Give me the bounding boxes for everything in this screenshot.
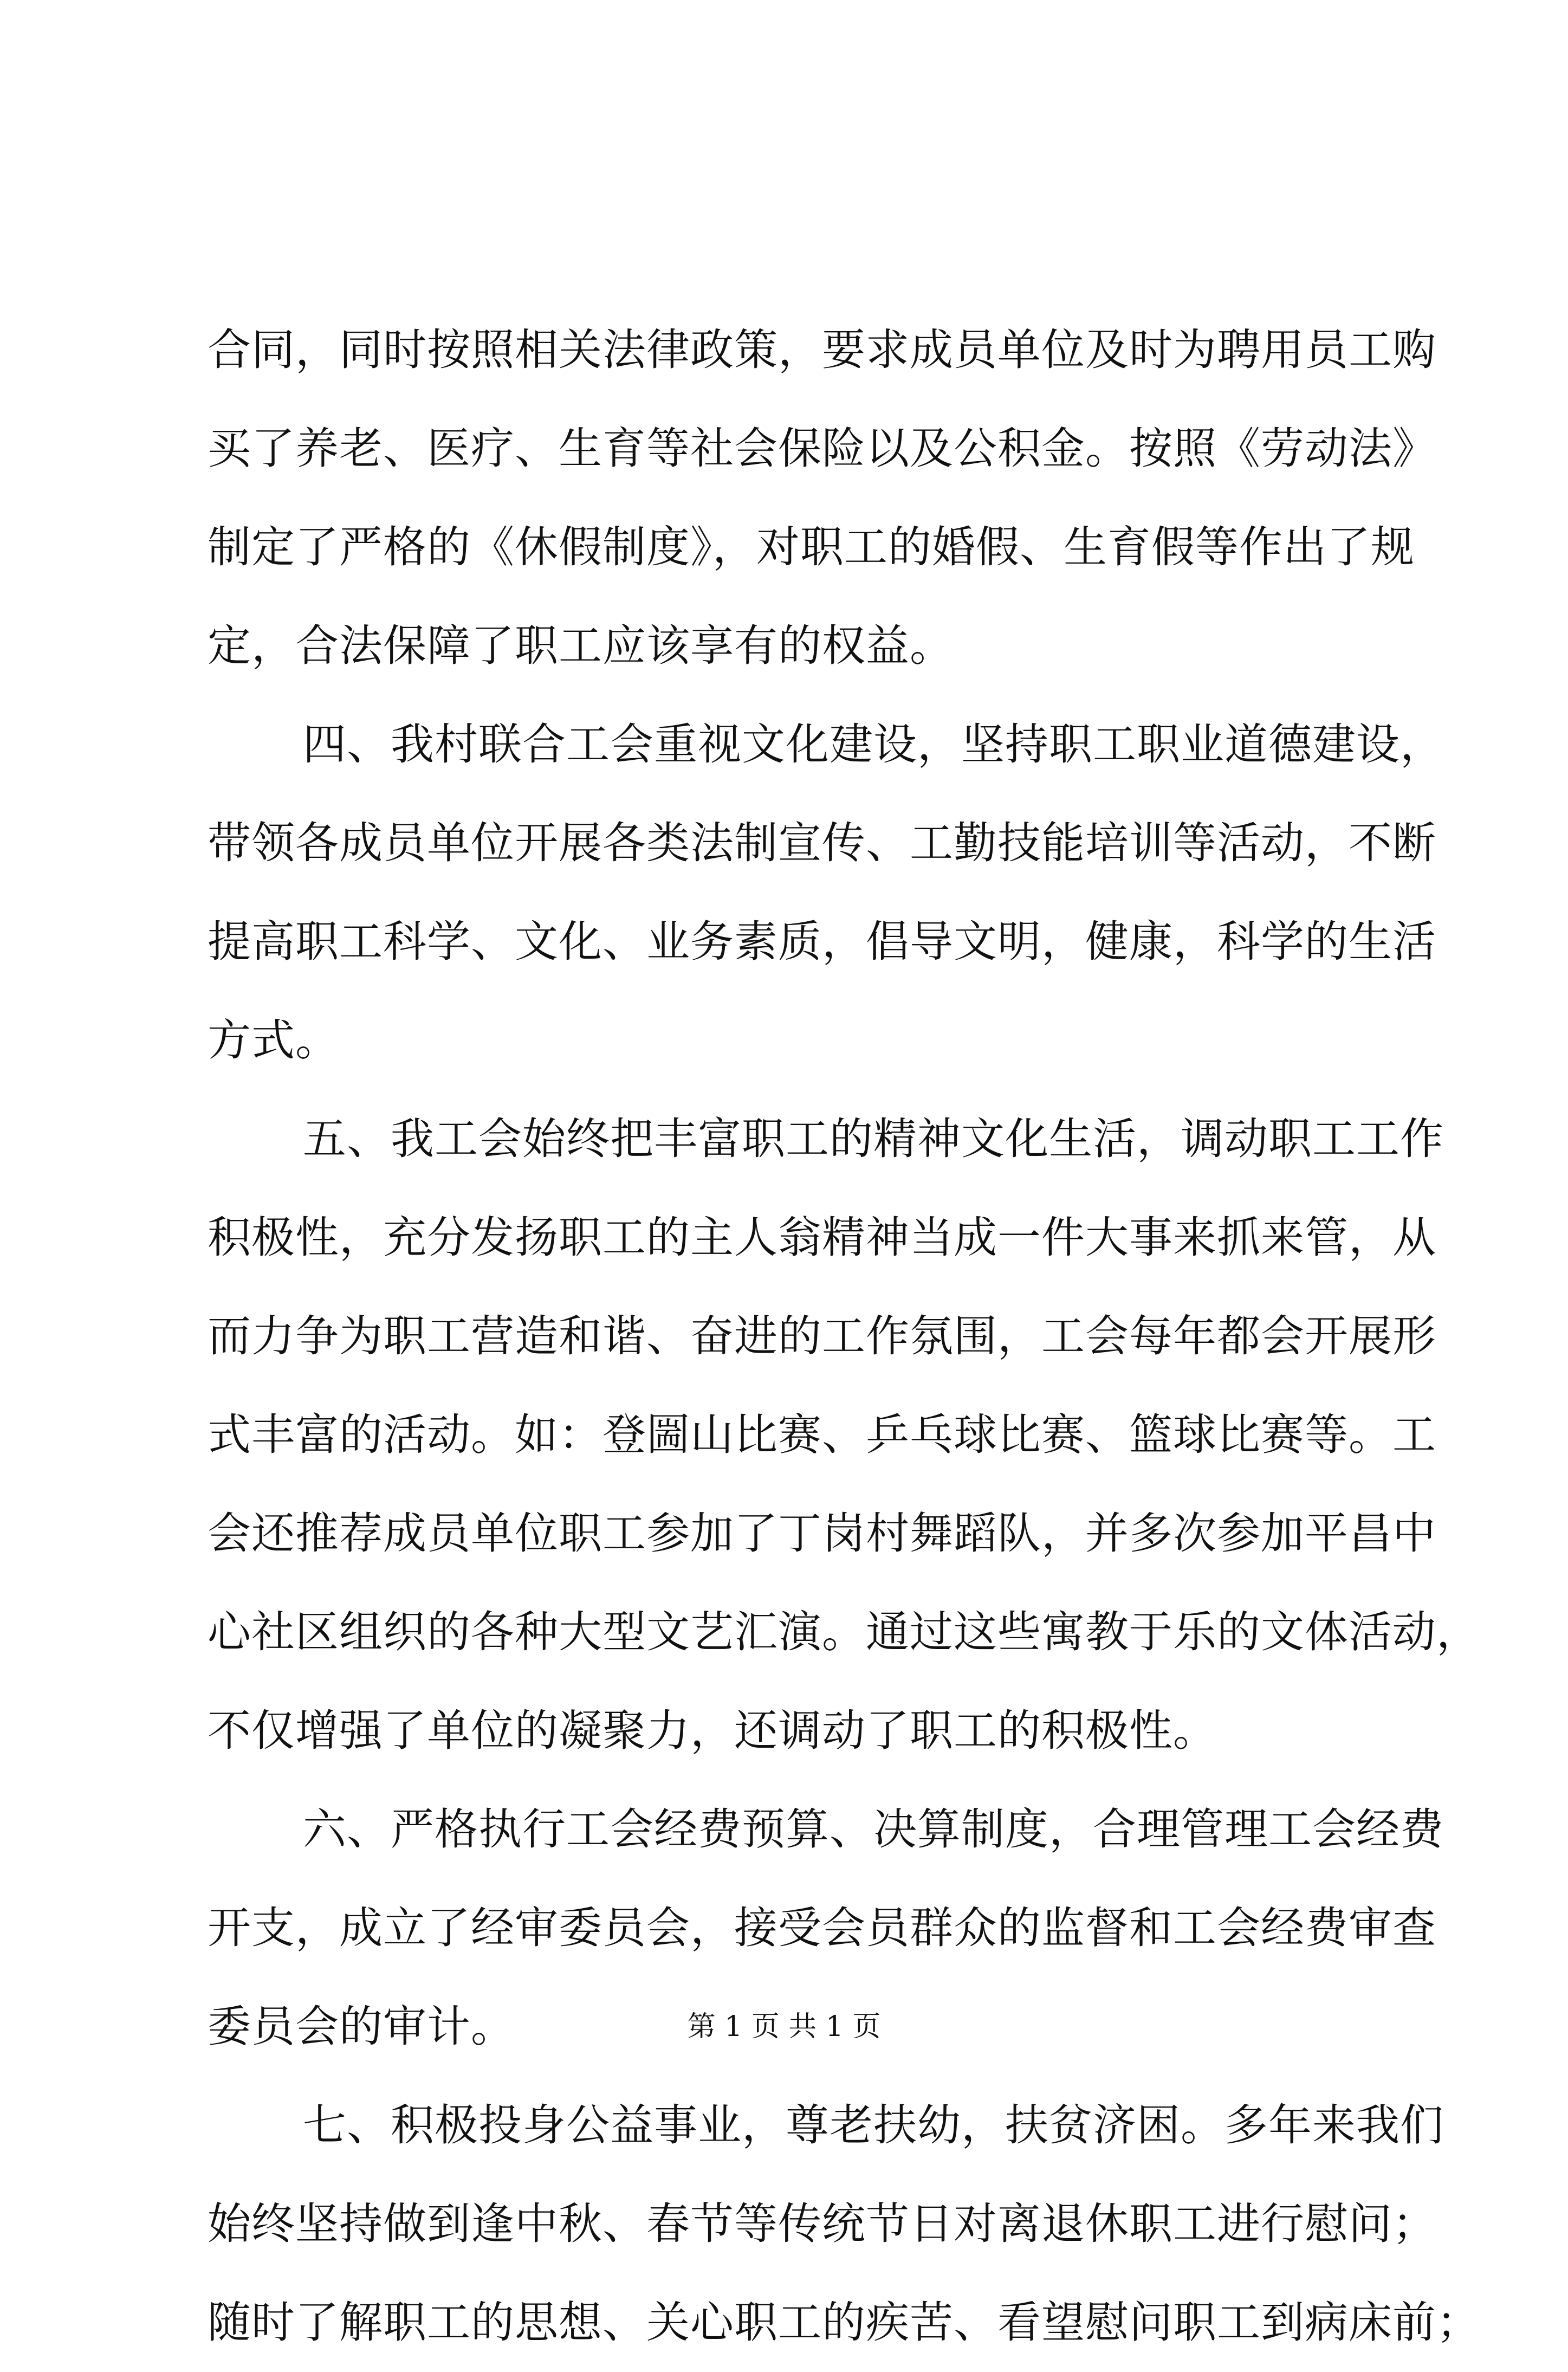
text-line: 买了养老、医疗、生育等社会保险以及公积金。按照《劳动法》 [208,423,1436,474]
text-line: 始终坚持做到逢中秋、春节等传统节日对离退休职工进行慰问； [208,2199,1436,2249]
text-line: 委员会的审计。 [208,2001,515,2052]
text-line: 方式。 [208,1015,339,1065]
text-line: 随时了解职工的思想、关心职工的疾苦、看望慰问职工到病床前； [208,2297,1480,2348]
text-line: 合同，同时按照相关法律政策，要求成员单位及时为聘用员工购 [208,325,1436,375]
text-line: 不仅增强了单位的凝聚力，还调动了职工的积极性。 [208,1705,1217,1756]
text-line: 积极性，充分发扬职工的主人翁精神当成一件大事来抓来管，从 [208,1212,1436,1263]
text-line: 而力争为职工营造和谐、奋进的工作氛围，工会每年都会开展形 [208,1311,1436,1361]
paragraph-start-line: 五、我工会始终把丰富职工的精神文化生活，调动职工工作 [303,1114,1444,1164]
text-line: 带领各成员单位开展各类法制宣传、工勤技能培训等活动，不断 [208,818,1436,868]
text-line: 开支，成立了经审委员会，接受会员群众的监督和工会经费审查 [208,1903,1436,1953]
text-line: 制定了严格的《休假制度》，对职工的婚假、生育假等作出了规 [208,522,1415,572]
body-text [208,301,1480,2372]
text-line: 心社区组织的各种大型文艺汇演。通过这些寓教于乐的文体活动， [208,1607,1480,1657]
text-line: 定，合法保障了职工应该享有的权益。 [208,621,954,671]
paragraph-start-line: 七、积极投身公益事业，尊老扶幼，扶贫济困。多年来我们 [303,2100,1444,2150]
page-footer: 第 1 页 共 1 页 [687,2011,881,2043]
text-line: 式丰富的活动。如：登圌山比赛、乒乓球比赛、篮球比赛等。工 [208,1410,1436,1460]
paragraph-start-line: 六、严格执行工会经费预算、决算制度，合理管理工会经费 [303,1804,1444,1854]
text-line: 会还推荐成员单位职工参加了丁岗村舞蹈队，并多次参加平昌中 [208,1508,1436,1559]
text-line: 提高职工科学、文化、业务素质，倡导文明，健康，科学的生活 [208,916,1436,967]
paragraph-start-line: 四、我村联合工会重视文化建设，坚持职工职业道德建设， [303,719,1444,770]
